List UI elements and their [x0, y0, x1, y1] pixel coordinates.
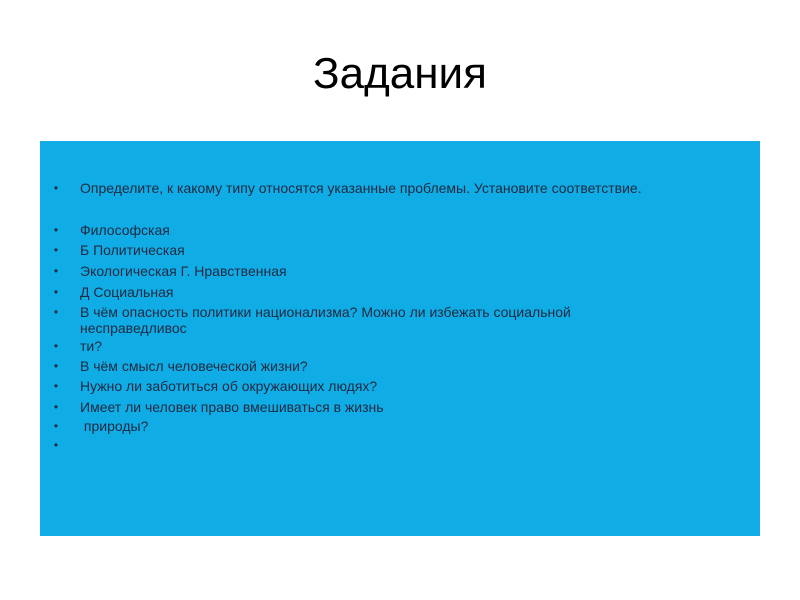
bullet-icon: •	[53, 223, 59, 237]
list-item-text: Имеет ли человек право вмешиваться в жизнь	[80, 399, 384, 415]
list-item-text: ти?	[80, 338, 103, 354]
list-item-text: Экологическая Г. Нравственная	[80, 263, 287, 279]
list-item-text: Определите, к какому типу относятся указанные проблемы. Установите соответствие.	[80, 180, 642, 196]
bullet-icon: •	[53, 359, 59, 373]
slide-title: Задания	[313, 49, 487, 98]
bullet-icon: •	[53, 305, 59, 319]
content-box	[40, 141, 760, 536]
list-item-text: несправедливос	[80, 320, 187, 336]
bullet-icon: •	[53, 379, 59, 393]
list-item-text: Философская	[80, 222, 170, 238]
bullet-icon: •	[53, 285, 59, 299]
list-item-text: Нужно ли заботиться об окружающих людях?	[80, 378, 378, 394]
list-item-text: В чём опасность политики национализма? Можно ли избежать социальной	[80, 304, 571, 320]
bullet-icon: •	[53, 339, 59, 353]
list-item-text: В чём смысл человеческой жизни?	[80, 358, 308, 374]
list-item-text: Б Политическая	[80, 242, 185, 258]
bullet-icon: •	[53, 243, 59, 257]
bullet-icon: •	[53, 264, 59, 278]
bullet-icon: •	[53, 438, 59, 452]
bullet-icon: •	[53, 400, 59, 414]
list-item-text: Д Социальная	[80, 284, 174, 300]
bullet-icon: •	[53, 419, 59, 433]
list-item-text: природы?	[80, 418, 149, 434]
bullet-icon: •	[53, 181, 59, 195]
